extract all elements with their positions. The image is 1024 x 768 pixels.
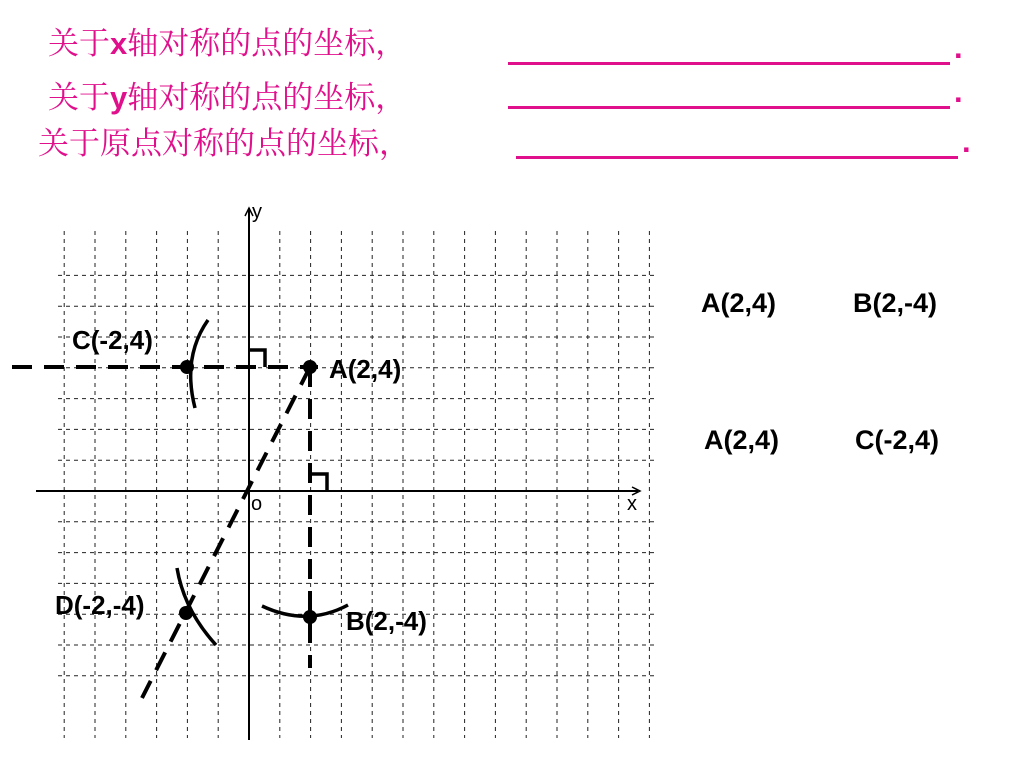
point-d-label: D(-2,-4) <box>55 590 145 620</box>
pair-right-1: B(2,-4) <box>853 288 938 318</box>
pair-right-2: C(-2,4) <box>855 425 940 455</box>
arc-d <box>177 568 216 645</box>
pair-left-1: A(2,4) <box>701 288 777 318</box>
right-angle-mark-x <box>310 474 327 491</box>
y-axis-label: y <box>252 201 262 223</box>
question-variable: x <box>110 26 128 61</box>
point-a-label: A(2,4) <box>329 354 402 384</box>
point-d <box>179 606 193 620</box>
question-end-mark: . <box>954 74 963 109</box>
question-suffix: 轴对称的点的坐标， <box>127 80 407 116</box>
origin-label: o <box>251 493 263 515</box>
point-b <box>303 610 317 624</box>
pair-left-2: A(2,4) <box>704 425 780 455</box>
dashed-line-a-to-d <box>142 367 310 698</box>
question-prefix: 关于 <box>48 80 110 116</box>
point-a <box>303 360 317 374</box>
question-suffix: 轴对称的点的坐标， <box>127 26 407 62</box>
right-angle-mark-y <box>249 350 265 367</box>
question-end-mark: . <box>954 30 963 65</box>
point-c-label: C(-2,4) <box>72 325 153 355</box>
question-prefix: 关于 <box>48 26 110 62</box>
x-axis-label: x <box>627 493 637 515</box>
question-prefix: 关于原点对称的点的坐标， <box>38 126 410 162</box>
question-end-mark: . <box>962 124 971 159</box>
point-b-label: B(2,-4) <box>346 606 427 636</box>
question-variable: y <box>110 80 128 115</box>
point-c <box>180 360 194 374</box>
grid <box>58 231 658 738</box>
